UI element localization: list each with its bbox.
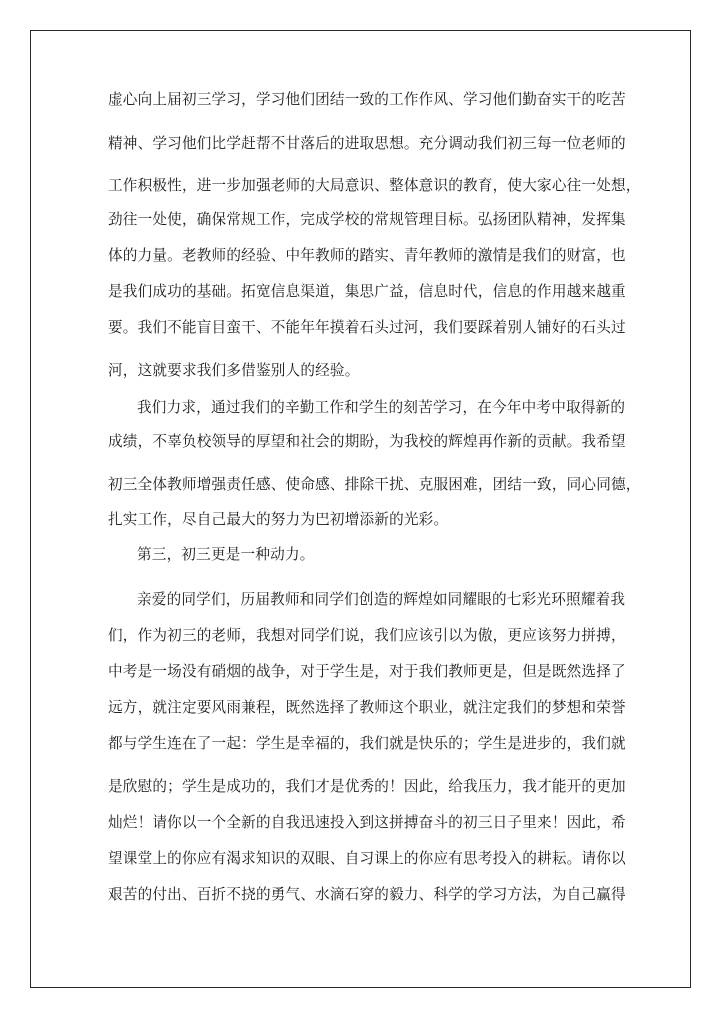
text-line: 河，这就要求我们多借鉴别人的经验。: [108, 362, 360, 379]
text-line: 中考是一场没有硝烟的战争，对于学生是，对于我们教师更是，但是既然选择了: [108, 663, 626, 680]
text-line: 们，作为初三的老师，我想对同学们说，我们应该引以为傲，更应该努力拼搏，: [108, 627, 626, 644]
text-line: 都与学生连在了一起：学生是幸福的，我们就是快乐的；学生是进步的，我们就: [108, 735, 626, 752]
text-line: 虚心向上届初三学习，学习他们团结一致的工作作风、学习他们勤奋实干的吃苦: [108, 91, 626, 108]
text-line: 艰苦的付出、百折不挠的勇气、水滴石穿的毅力、科学的学习方法，为自己赢得: [108, 886, 626, 903]
text-line: 工作积极性，进一步加强老师的大局意识、整体意识的教育，使大家心往一处想，: [108, 177, 641, 194]
text-line: 是我们成功的基础。拓宽信息渠道，集思广益，信息时代，信息的作用越来越重: [108, 283, 626, 300]
text-line: 望课堂上的你应有渴求知识的双眼、自习课上的你应有思考投入的耕耘。请你以: [108, 850, 626, 867]
section-heading: 第三，初三更是一种动力。: [137, 546, 315, 563]
text-line: 成绩，不辜负校领导的厚望和社会的期盼，为我校的辉煌再作新的贡献。我希望: [108, 433, 626, 450]
text-line: 劲往一处使，确保常规工作，完成学校的常规管理目标。弘扬团队精神，发挥集: [108, 211, 626, 228]
page-border: [30, 30, 691, 988]
text-line: 精神、学习他们比学赶帮不甘落后的进取思想。充分调动我们初三每一位老师的: [108, 135, 626, 152]
text-line: 初三全体教师增强责任感、使命感、排除干扰、克服困难，团结一致，同心同德，: [108, 476, 641, 493]
text-line: 要。我们不能盲目蛮干、不能年年摸着石头过河，我们要踩着别人铺好的石头过: [108, 319, 626, 336]
text-line: 扎实工作，尽自己最大的努力为巴初增添新的光彩。: [108, 511, 449, 528]
text-line: 远方，就注定要风雨兼程，既然选择了教师这个职业，就注定我们的梦想和荣誉: [108, 699, 626, 716]
text-line: 体的力量。老教师的经验、中年教师的踏实、青年教师的激情是我们的财富，也: [108, 247, 626, 264]
paragraph-first-line: 亲爱的同学们，历届教师和同学们创造的辉煌如同耀眼的七彩光环照耀着我: [137, 591, 626, 608]
text-line: 灿烂！请你以一个全新的自我迅速投入到这拼搏奋斗的初三日子里来！因此，希: [108, 814, 626, 831]
paragraph-first-line: 我们力求，通过我们的辛勤工作和学生的刻苦学习，在今年中考中取得新的: [137, 399, 626, 416]
text-line: 是欣慰的；学生是成功的，我们才是优秀的！因此，给我压力，我才能开的更加: [108, 778, 626, 795]
